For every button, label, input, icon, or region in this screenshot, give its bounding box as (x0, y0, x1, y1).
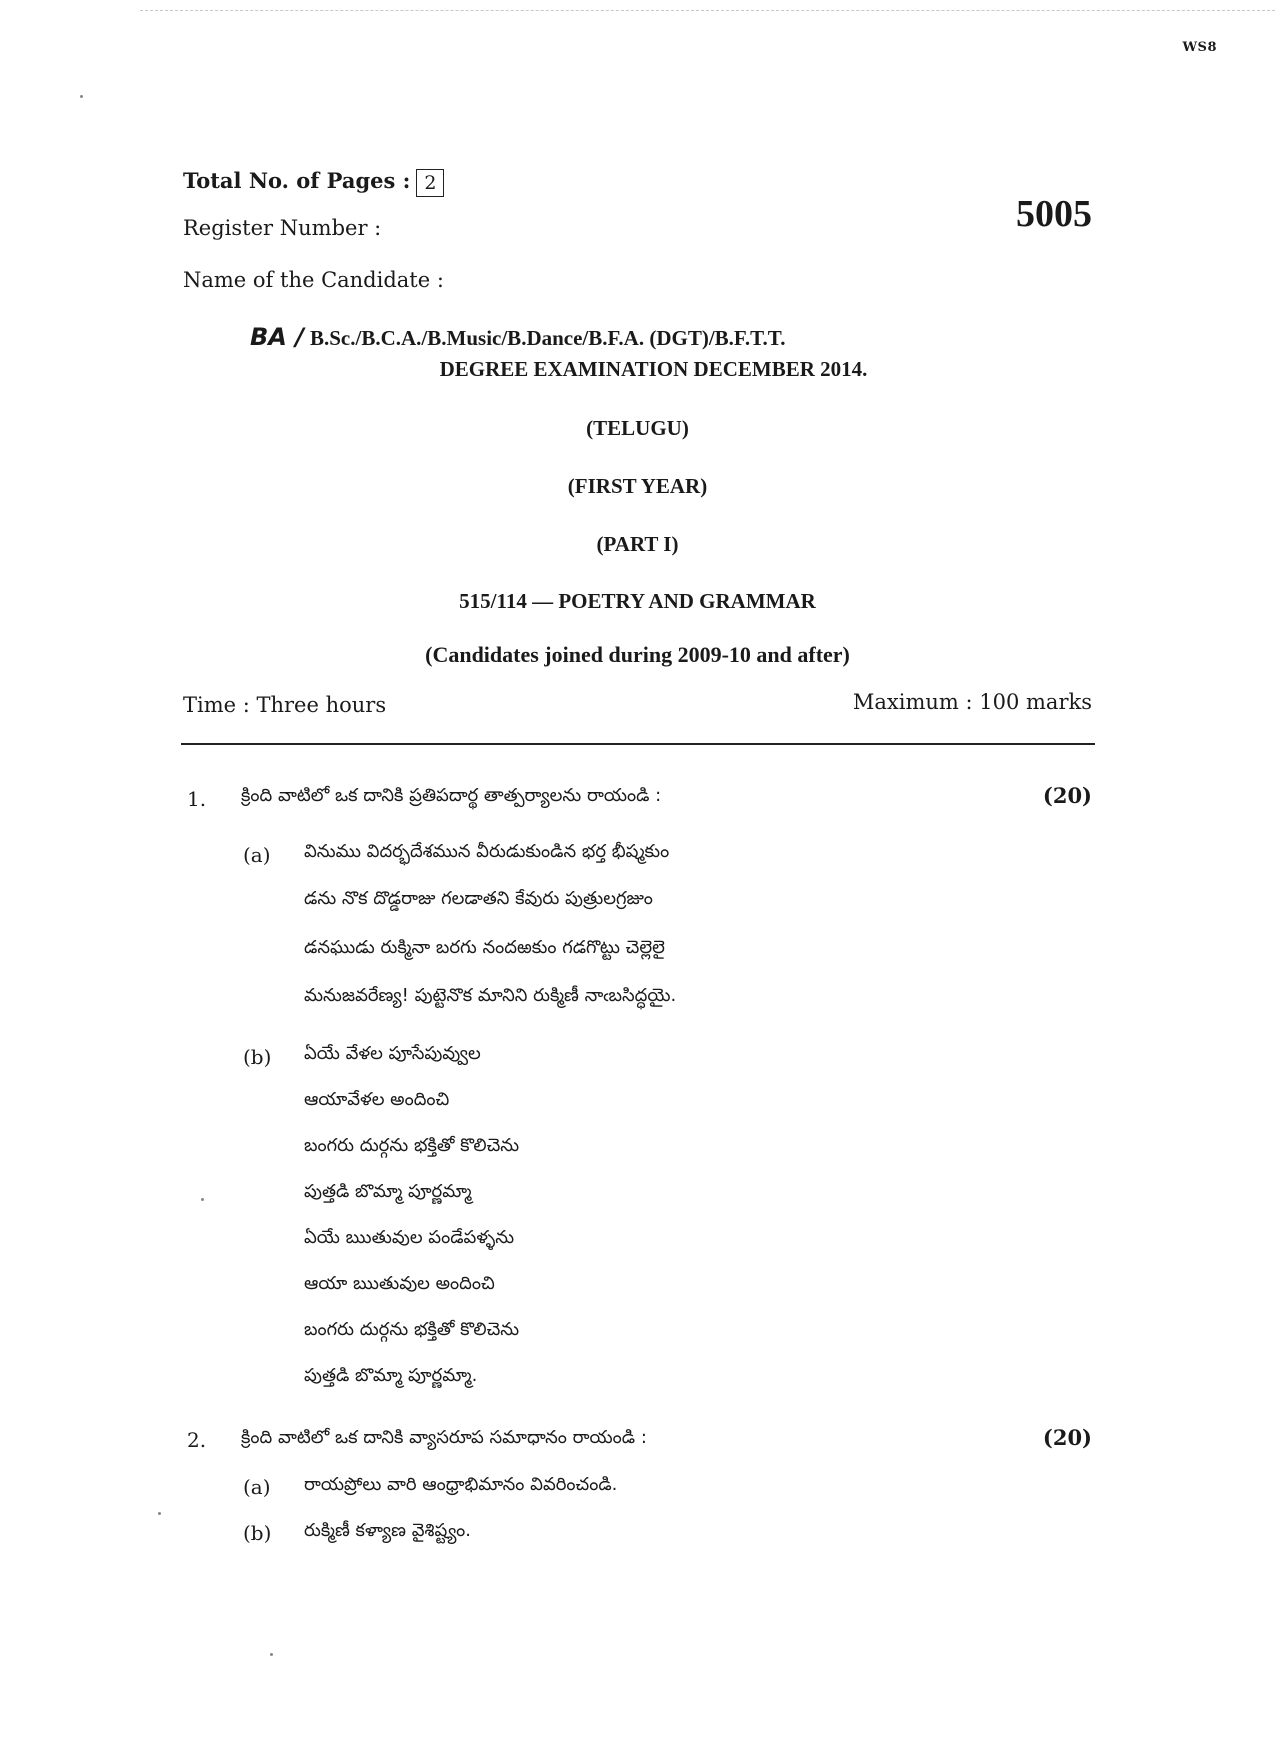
year: (FIRST YEAR) (567, 474, 708, 498)
question-marks: (20) (1042, 783, 1092, 808)
question-marks: (20) (1042, 1425, 1092, 1450)
degree-line (250, 323, 785, 351)
answer-prompt: రుక్మిణీ కళ్యాణ వైశిష్ట్యం. (304, 1520, 472, 1541)
question-text: క్రింది వాటిలో ఒక దానికి వ్యాసరూప సమాధానం రాయండి : (241, 1427, 647, 1448)
verse-line: ఏయే ఋతువుల పండేపళ్ళను (304, 1227, 515, 1248)
register-number-label: Register Number : (183, 216, 382, 240)
total-pages-label: Total No. of Pages : (183, 168, 411, 193)
total-pages-value: 2 (416, 169, 444, 197)
scan-speck (270, 1653, 273, 1656)
candidate-name-label: Name of the Candidate : (183, 268, 444, 292)
subpart-label: (b) (243, 1521, 272, 1545)
verse-line: డను నొక దొడ్డరాజు గలడాతని కేవురు పుత్రులగ్రజుం (304, 888, 653, 909)
verse-line: ఏయే వేళల పూసేపువ్వుల (304, 1043, 481, 1064)
verse-line: ఆయావేళల అందించి (304, 1089, 450, 1110)
part: (PART I) (596, 532, 679, 556)
scan-speck (201, 1198, 204, 1201)
answer-prompt: రాయప్రోలు వారి ఆంధ్రాభిమానం వివరించండి. (304, 1474, 618, 1495)
paper-code: 5005 (1016, 193, 1092, 235)
verse-line: పుత్తడి బొమ్మా పూర్ణమ్మా (304, 1181, 472, 1202)
verse-line: డనఘుడు రుక్మినా బరగు నందఱకుం గడగొట్టు చెల్లెలై (304, 937, 665, 958)
subpart-label: (b) (243, 1045, 272, 1069)
scan-edge-line (140, 10, 1275, 11)
handwritten-mark: BA / (250, 323, 304, 351)
question-number: 1. (187, 787, 207, 811)
verse-line: వినుము విదర్భదేశమున వీరుడుకుండిన భర్త భీష్మకుం (304, 841, 670, 862)
verse-line: పుత్తడి బొమ్మా పూర్ణమ్మా. (304, 1365, 478, 1386)
header-divider (181, 743, 1095, 745)
verse-line: మనుజవరేణ్య! పుట్టెనొక మానిని రుక్మిణీ నాఁబసిద్ధయై. (304, 985, 677, 1006)
total-pages (183, 168, 444, 197)
sheet-code: WS8 (1182, 40, 1217, 55)
subpart-label: (a) (243, 843, 271, 867)
verse-line: ఆయా ఋతువుల అందించి (304, 1273, 495, 1294)
scan-speck (158, 1512, 161, 1515)
scan-speck (80, 95, 83, 98)
subject: (TELUGU) (586, 416, 689, 440)
exam-title: DEGREE EXAMINATION DECEMBER 2014. (439, 357, 868, 381)
degree-list: B.Sc./B.C.A./B.Music/B.Dance/B.F.A. (DGT)/B.F.T.T. (310, 326, 786, 350)
paper-title: 515/114 — POETRY AND GRAMMAR (459, 589, 816, 613)
subpart-label: (a) (243, 1475, 271, 1499)
verse-line: బంగరు దుర్గను భక్తితో కొలిచెను (304, 1135, 520, 1156)
question-number: 2. (187, 1428, 207, 1452)
verse-line: బంగరు దుర్గను భక్తితో కొలిచెను (304, 1319, 520, 1340)
question-text: క్రింది వాటిలో ఒక దానికి ప్రతిపదార్థ తాత్పర్యాలను రాయండి : (241, 785, 662, 806)
time-label: Time : Three hours (183, 693, 387, 717)
candidates-note: (Candidates joined during 2009-10 and after) (425, 642, 850, 667)
max-marks-label: Maximum : 100 marks (852, 690, 1092, 714)
